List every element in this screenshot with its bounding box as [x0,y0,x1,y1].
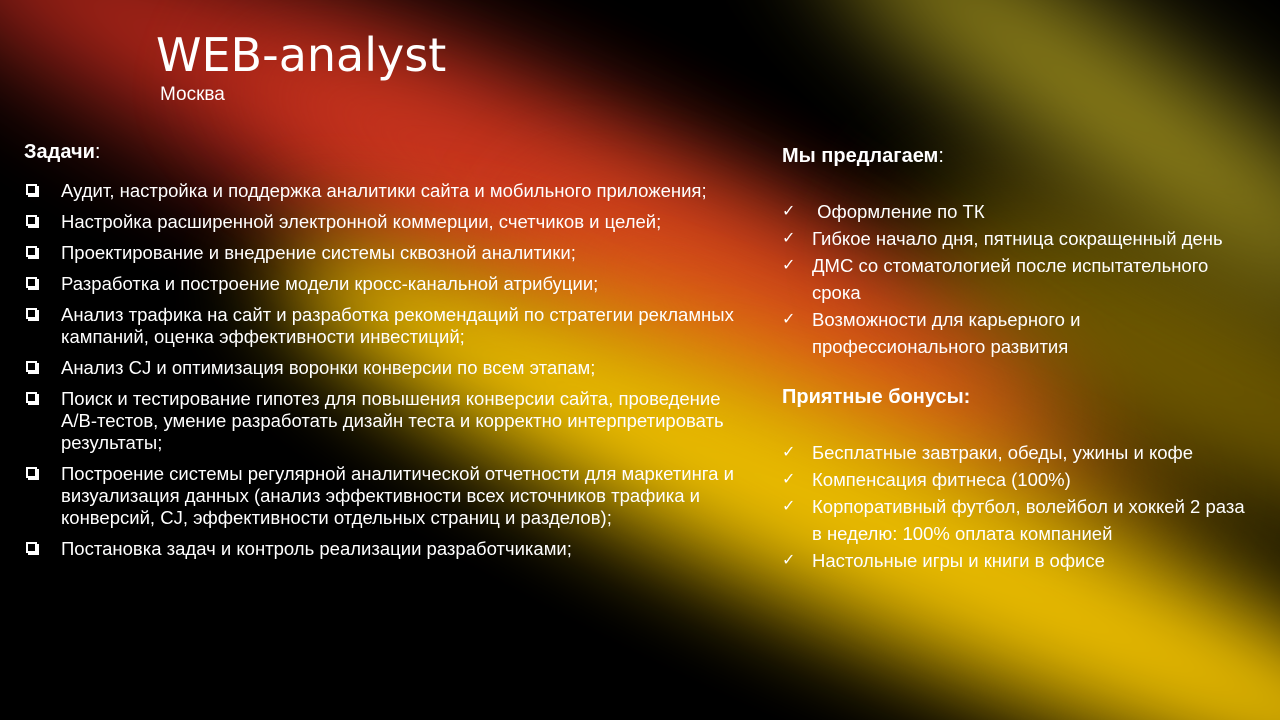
task-item-text: Настройка расширенной электронной коммерции, счетчиков и целей; [61,211,662,232]
task-item [24,180,744,202]
tasks-heading-text: Задачи [24,141,95,163]
checkmark-icon: ✓ [782,230,796,247]
bonus-item [782,439,1252,466]
task-item [24,273,744,295]
task-item [24,211,744,233]
offer-item [782,252,1252,306]
offer-heading-text: Мы предлагаем [782,145,939,167]
offer-item [782,198,1252,225]
offer-item [782,306,1252,360]
checkbox-square-icon [26,277,37,288]
task-item-text: Анализ трафика на сайт и разработка рекомендаций по стратегии рекламных кампаний, оценка эффективности инвестиций; [61,304,734,347]
task-item-text: Постановка задач и контроль реализации разработчиками; [61,538,572,559]
checkmark-icon: ✓ [782,444,796,461]
offer-item [782,225,1252,252]
task-item-text: Анализ CJ и оптимизация воронки конверсии по всем этапам; [61,357,596,378]
offer-item-text: ДМС со стоматологией после испытательного срока [812,255,1209,303]
bonus-item-text: Бесплатные завтраки, обеды, ужины и кофе [812,442,1194,463]
offer-item-text: Оформление по ТК [812,201,985,222]
bonus-item [782,466,1252,493]
task-item-text: Построение системы регулярной аналитической отчетности для маркетинга и визуализация данных (анализ эффективности всех источников трафика и конверсий, CJ, эффективности отдельных страниц и разделов); [61,463,734,528]
checkbox-square-icon [26,392,37,403]
checkbox-square-icon [26,542,37,553]
tasks-section [24,141,744,569]
checkmark-icon: ✓ [782,257,796,274]
checkbox-square-icon [26,215,37,226]
offer-heading-colon: : [938,145,944,167]
offer-item-text: Возможности для карьерного и профессионального развития [812,309,1081,357]
tasks-heading [24,141,744,164]
bonuses-heading: Приятные бонусы: [782,386,971,408]
offer-heading [782,145,1252,168]
task-item [24,538,744,560]
offer-section [782,145,1252,574]
bonus-item-text: Корпоративный футбол, волейбол и хоккей 2 раза в неделю: 100% оплата компанией [812,496,1245,544]
bonus-item [782,493,1252,547]
checkbox-square-icon [26,246,37,257]
checkbox-square-icon [26,467,37,478]
task-item [24,388,744,454]
bonuses-section [782,386,1252,574]
checkmark-icon: ✓ [782,498,796,515]
bonus-item-text: Компенсация фитнеса (100%) [812,469,1071,490]
checkmark-icon: ✓ [782,203,796,220]
checkbox-square-icon [26,361,37,372]
task-item-text: Аудит, настройка и поддержка аналитики сайта и мобильного приложения; [61,180,707,201]
task-item-text: Разработка и построение модели кросс-канальной атрибуции; [61,273,599,294]
task-item [24,304,744,348]
offer-list [782,198,1252,360]
slide-subtitle-city: Москва [160,84,225,105]
slide-title: WEB-analyst [156,28,447,82]
task-item [24,242,744,264]
offer-item-text: Гибкое начало дня, пятница сокращенный день [812,228,1223,249]
tasks-list [24,180,744,560]
checkmark-icon: ✓ [782,552,796,569]
task-item-text: Проектирование и внедрение системы сквозной аналитики; [61,242,576,263]
task-item-text: Поиск и тестирование гипотез для повышения конверсии сайта, проведение A/B-тестов, умение разработать дизайн теста и корректно интерпретировать результаты; [61,388,724,453]
checkmark-icon: ✓ [782,471,796,488]
task-item [24,463,744,529]
bonus-item [782,547,1252,574]
bonus-item-text: Настольные игры и книги в офисе [812,550,1105,571]
checkbox-square-icon [26,184,37,195]
task-item [24,357,744,379]
bonuses-list [782,439,1252,574]
tasks-heading-colon: : [94,141,101,163]
checkbox-square-icon [26,308,37,319]
checkmark-icon: ✓ [782,311,796,328]
